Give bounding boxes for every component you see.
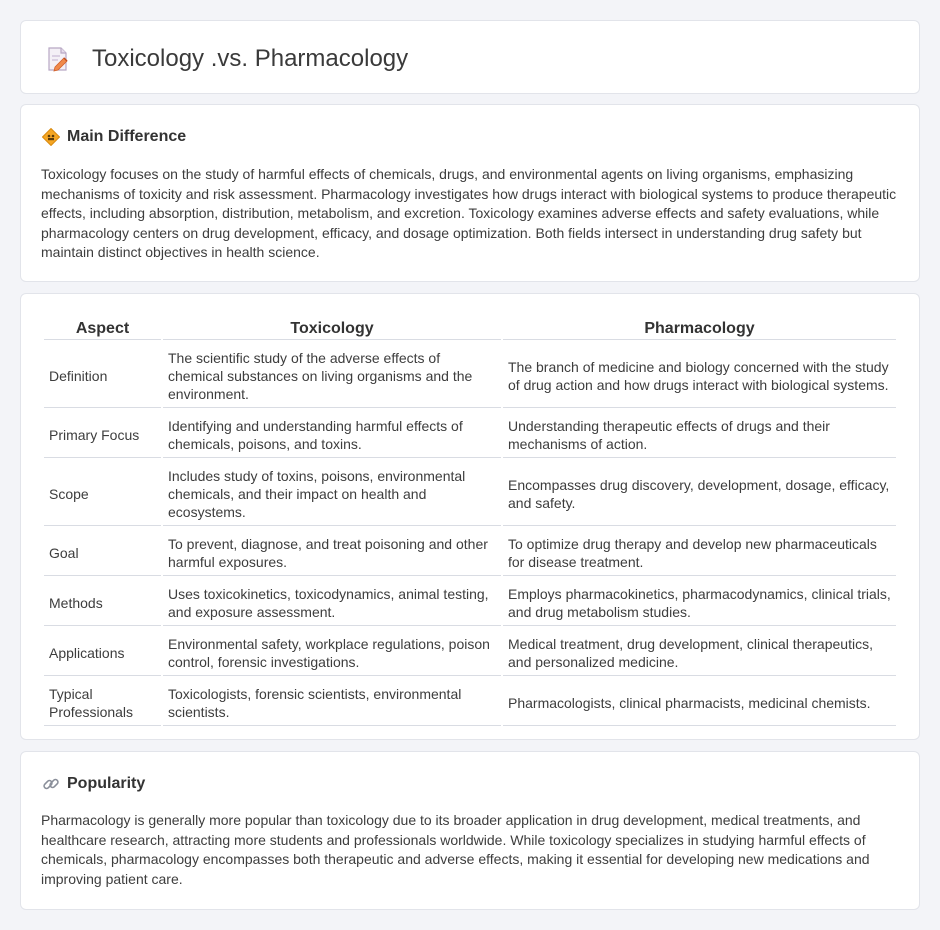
table-row — [44, 628, 896, 676]
aspect-cell: Applications — [44, 628, 161, 676]
aspect-cell: Typical Professionals — [44, 678, 161, 726]
pharmacology-cell: Encompasses drug discovery, development, dosage, efficacy, and safety. — [503, 460, 896, 526]
title-row — [46, 45, 408, 73]
popularity-heading: Popularity — [67, 775, 146, 792]
toxicology-cell: Environmental safety, workplace regulations, poison control, forensic investigations. — [163, 628, 501, 676]
column-header-aspect: Aspect — [44, 318, 161, 340]
pharmacology-cell: To optimize drug therapy and develop new pharmaceuticals for disease treatment. — [503, 528, 896, 576]
table-row — [44, 410, 896, 458]
pharmacology-cell: Medical treatment, drug development, clinical therapeutics, and personalized medicine. — [503, 628, 896, 676]
table-row — [44, 460, 896, 526]
table-header-row — [44, 318, 896, 340]
aspect-cell: Definition — [44, 342, 161, 408]
link-icon — [42, 775, 60, 793]
popularity-text: Pharmacology is generally more popular than toxicology due to its broader application in drug development, medical treatments, and healthcare research, attracting more students and professionals worldwide. While toxicology specializes in studying harmful effects of chemicals, pharmacology encompasses both therapeutic and adverse effects, making it essential for developing new medications and improving patient care. — [41, 812, 870, 887]
toxicology-cell: Toxicologists, forensic scientists, environmental scientists. — [163, 678, 501, 726]
page-title: Toxicology .vs. Pharmacology — [92, 45, 409, 72]
main-difference-heading-row — [42, 128, 186, 146]
main-difference-heading: Main Difference — [67, 128, 187, 145]
document-pencil-icon — [46, 46, 70, 72]
aspect-cell: Methods — [44, 578, 161, 626]
pharmacology-cell: Understanding therapeutic effects of drugs and their mechanisms of action. — [503, 410, 896, 458]
popularity-heading-row — [42, 775, 145, 793]
main-difference-text: Toxicology focuses on the study of harmful effects of chemicals, drugs, and environmental agents on living organisms, emphasizing mechanisms of toxicity and risk assessment. Pharmacology investigates how drugs interact with biological systems to produce therapeutic effects, including absorption, distribution, metabolism, and excretion. Toxicology examines adverse effects and safety evaluations, while pharmacology centers on drug development, efficacy, and dosage optimization. Both fields intersect in understanding drug safety but maintain distinct objectives in health science. — [41, 166, 897, 260]
toxicology-cell: The scientific study of the adverse effects of chemical substances on living organisms and the environment. — [163, 342, 501, 408]
column-header-pharmacology: Pharmacology — [503, 318, 896, 340]
toxicology-cell: To prevent, diagnose, and treat poisoning and other harmful exposures. — [163, 528, 501, 576]
pharmacology-cell: Pharmacologists, clinical pharmacists, medicinal chemists. — [503, 678, 896, 726]
table-row — [44, 342, 896, 408]
toxicology-cell: Includes study of toxins, poisons, environmental chemicals, and their impact on health and ecosystems. — [163, 460, 501, 526]
table-row — [44, 678, 896, 726]
aspect-cell: Goal — [44, 528, 161, 576]
popularity-card — [20, 751, 920, 910]
pharmacology-cell: The branch of medicine and biology concerned with the study of drug action and how drugs interact with biological systems. — [503, 342, 896, 408]
main-difference-card — [20, 104, 920, 282]
aspect-cell: Scope — [44, 460, 161, 526]
header-card — [20, 20, 920, 94]
diamond-sign-icon — [42, 128, 60, 146]
column-header-toxicology: Toxicology — [163, 318, 501, 340]
comparison-card — [20, 293, 920, 740]
aspect-cell: Primary Focus — [44, 410, 161, 458]
table-row — [44, 578, 896, 626]
pharmacology-cell: Employs pharmacokinetics, pharmacodynamics, clinical trials, and drug metabolism studies. — [503, 578, 896, 626]
table-row — [44, 528, 896, 576]
toxicology-cell: Identifying and understanding harmful effects of chemicals, poisons, and toxins. — [163, 410, 501, 458]
comparison-table — [42, 316, 898, 728]
toxicology-cell: Uses toxicokinetics, toxicodynamics, animal testing, and exposure assessment. — [163, 578, 501, 626]
